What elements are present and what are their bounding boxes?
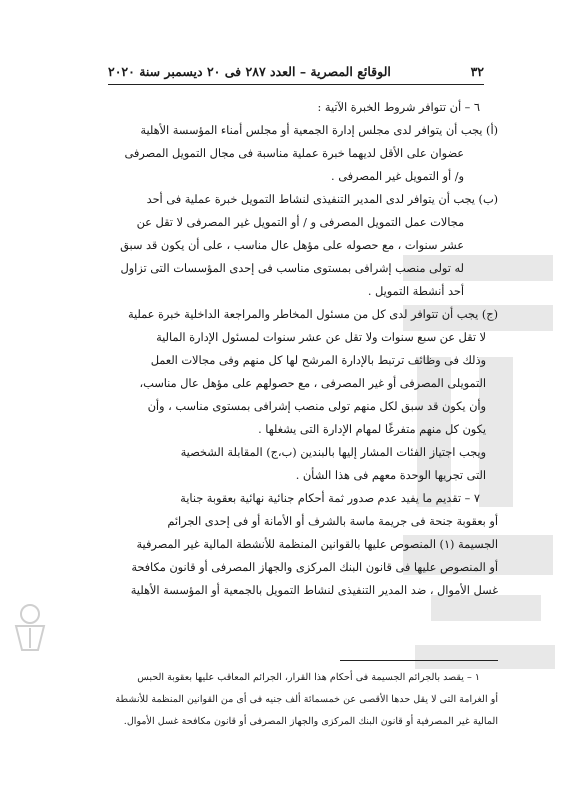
running-title: الوقائع المصرية – العدد ٢٨٧ فى ٢٠ ديسمبر سنة ٢٠٢٠: [108, 63, 391, 79]
footnote-line: المالية غير المصرفية أو قانون البنك المركزى والجهاز المصرفى أو قانون مكافحة غسل الأموال.: [123, 716, 498, 727]
page-header: [108, 60, 484, 82]
state-seal-icon: [12, 600, 48, 660]
body-line: عضوان على الأقل لديهما خبرة عملية مناسبة فى مجال التمويل المصرفى: [124, 147, 464, 160]
body-line: ويجب اجتياز الفئات المشار إليها بالبندين (ب،ج) المقابلة الشخصية: [180, 446, 486, 459]
footnote-line: ١ – يقصد بالجرائم الجسيمة فى أحكام هذا القرار، الجرائم المعاقب عليها بعقوبة الحبس: [137, 672, 480, 683]
body-line: وأن يكون قد سبق لكل منهم تولى منصب إشرافى بمستوى مناسب ، وأن: [147, 400, 486, 413]
body-line: لا تقل عن سبع سنوات ولا تقل عن عشر سنوات لمسئول الإدارة المالية: [156, 331, 486, 344]
body-line: غسل الأموال ، ضد المدير التنفيذى لنشاط التمويل بالجمعية أو المؤسسة الأهلية: [130, 584, 498, 597]
body-line: أحد أنشطة التمويل .: [367, 285, 464, 298]
header-divider: [108, 84, 484, 85]
body-line: ٧ – تقديم ما يفيد عدم صدور ثمة أحكام جنائية نهائية بعقوبة جناية: [180, 492, 480, 505]
body-line: مجالات عمل التمويل المصرفى و / أو التمويل غير المصرفى لا تقل عن: [136, 216, 464, 229]
body-line: (ب) يجب أن يتوافر لدى المدير التنفيذى لنشاط التمويل خبرة عملية فى أحد: [146, 193, 498, 206]
page-number: ٣٢: [470, 63, 484, 79]
body-line: و/ أو التمويل غير المصرفى .: [331, 170, 464, 183]
body-line: له تولى منصب إشرافى بمستوى مناسب فى إحدى المؤسسات التى تزاول: [120, 262, 464, 275]
body-line: يكون كل منهم متفرغًا لمهام الإدارة التى يشغلها .: [258, 423, 486, 436]
body-line: عشر سنوات ، مع حصوله على مؤهل عال مناسب ، على أن يكون قد سبق: [120, 239, 464, 252]
document-body: [58, 96, 498, 602]
body-line: (ج) يجب أن تتوافر لدى كل من مسئول المخاطر والمراجعة الداخلية خبرة عملية: [127, 308, 498, 321]
body-line: وذلك فى وظائف ترتبط بالإدارة المرشح لها كل منهم وفى مجالات العمل: [150, 354, 486, 367]
footnote-line: أو الغرامة التى لا يقل حدها الأقصى عن خمسمائة ألف جنيه فى أى من القوانين المنظمة للأنشطة: [115, 694, 498, 705]
body-line: التمويلى المصرفى أو غير المصرفى ، مع حصولهم على مؤهل عال مناسب،: [139, 377, 486, 390]
body-line: (أ) يجب أن يتوافر لدى مجلس إدارة الجمعية أو مجلس أمناء المؤسسة الأهلية: [140, 124, 498, 137]
footnotes: [58, 667, 498, 733]
body-line: الجسيمة (١) المنصوص عليها بالقوانين المنظمة للأنشطة المالية غير المصرفية: [136, 538, 498, 551]
body-line: أو بعقوبة جنحة فى جريمة ماسة بالشرف أو الأمانة أو فى إحدى الجرائم: [167, 515, 498, 528]
body-line: ٦ – أن تتوافر شروط الخبرة الآتية :: [317, 101, 480, 114]
body-line: التى تجريها الوحدة معهم فى هذا الشأن .: [295, 469, 486, 482]
footnote-divider: [340, 660, 498, 661]
body-line: أو المنصوص عليها فى قانون البنك المركزى والجهاز المصرفى أو قانون مكافحة: [131, 561, 498, 574]
